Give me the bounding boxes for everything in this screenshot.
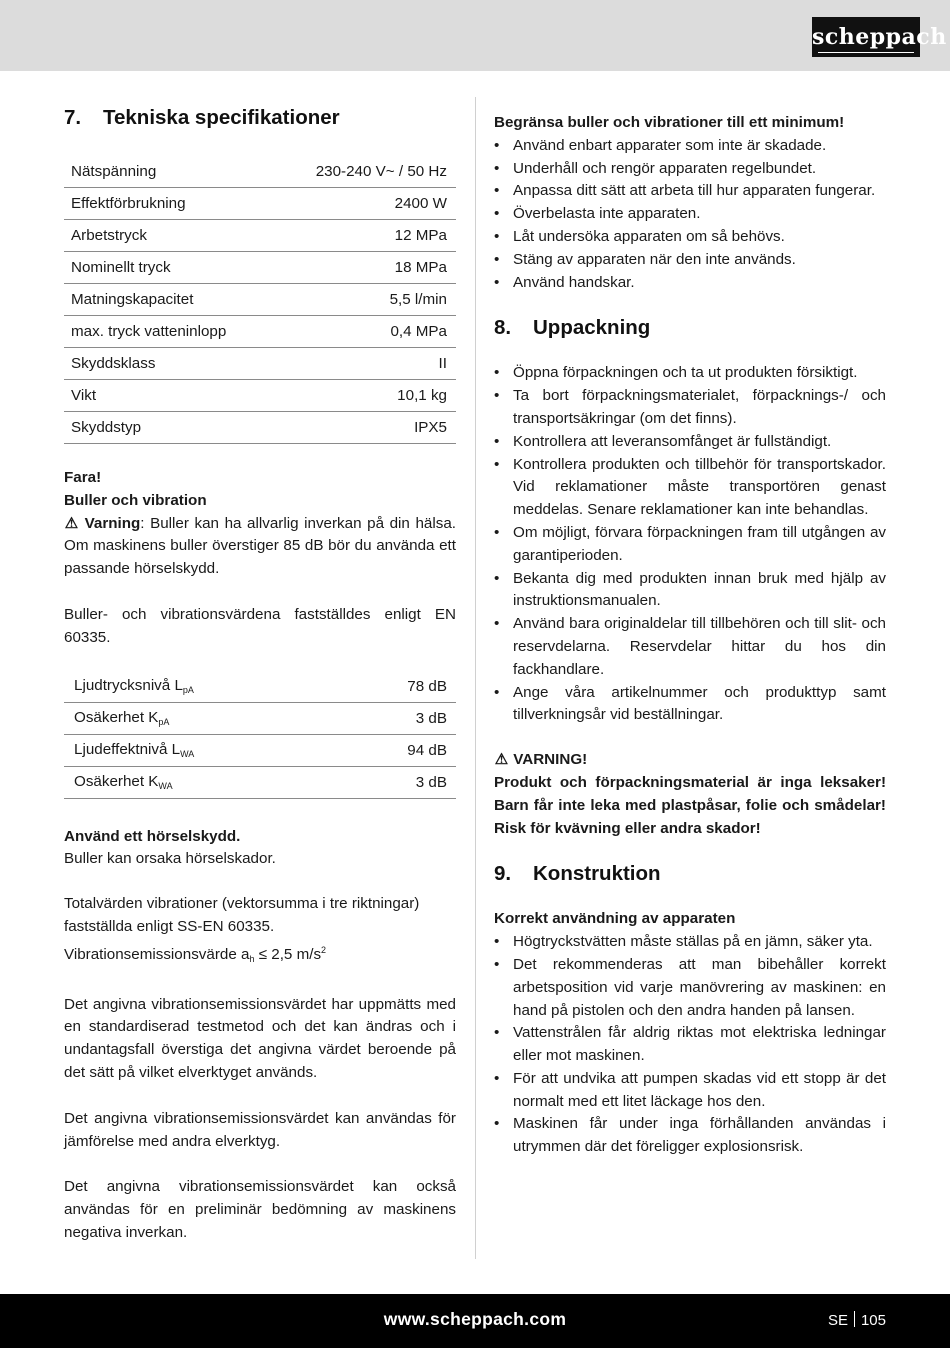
list-item: • Kontrollera att leveransomfånget är fullständigt. xyxy=(494,431,886,454)
list-item: • Det rekommenderas att man bibehåller korrekt arbetsposition vid varje manövrering av maskinen: en hand på pistolen och den andra handen på lansen. xyxy=(494,954,886,1022)
spec-value: IPX5 xyxy=(275,412,456,444)
list-item: • Stäng av apparaten när den inte används. xyxy=(494,249,886,272)
spec-label: Matningskapacitet xyxy=(64,284,275,316)
packaging-warning-title: ⚠ VARNING! xyxy=(494,749,886,772)
vibration-value: Vibrationsemissionsvärde $a_h \le 2,5$ $m/s^2$ xyxy=(64,944,327,964)
noise-warning: ⚠ Varning: Buller kan ha allvarlig inverkan på din hälsa. Om maskinens buller överstiger 85 dB bör du använda ett passande hörselskydd. xyxy=(64,514,456,578)
noise-heading: Buller och vibration xyxy=(64,491,207,509)
limit-list xyxy=(494,135,886,295)
limit-heading: Begränsa buller och vibrationer till ett minimum! xyxy=(494,114,845,131)
spec-label: Vikt xyxy=(64,380,275,412)
noise-label: Ljudeffektnivå $L_{WA}$ xyxy=(64,734,340,766)
spec-value: 2400 W xyxy=(275,188,456,220)
paragraph-1: Det angivna vibrationsemissionsvärdet har uppmätts med en standardiserad testmetod och det kan ändras och i undantagsfall överstiga det angivna värdet beroende på det sätt på vilket elverktyget används. xyxy=(64,995,456,1082)
spec-row xyxy=(64,380,456,412)
website-link[interactable]: www.scheppach.com xyxy=(383,1309,567,1329)
list-item: • Ange våra artikelnummer och produkttyp samt tillverkningsår vid beställningar. xyxy=(494,682,886,728)
spec-table xyxy=(64,156,456,444)
spec-row xyxy=(64,284,456,316)
footer-bar xyxy=(0,1294,950,1348)
list-item: • Högtryckstvätten måste ställas på en jämn, säker yta. xyxy=(494,931,886,954)
spec-value: 0,4 MPa xyxy=(275,316,456,348)
noise-row xyxy=(64,766,456,798)
spec-row xyxy=(64,412,456,444)
construction-list xyxy=(494,931,886,1159)
spec-row xyxy=(64,348,456,380)
spec-row xyxy=(64,252,456,284)
spec-value: 230-240 V~ / 50 Hz xyxy=(275,156,456,188)
correct-use-heading: Korrekt användning av apparaten xyxy=(494,910,736,928)
spec-label: Arbetstryck xyxy=(64,220,275,252)
list-item: • Öppna förpackningen och ta ut produkten försiktigt. xyxy=(494,362,886,385)
section-8-heading: 8. Uppackning xyxy=(494,316,651,340)
list-item: • För att undvika att pumpen skadas vid ett stopp är det normalt med ett litet läckage hos den. xyxy=(494,1068,886,1114)
measured-text: Buller- och vibrationsvärdena fastställdes enligt EN 60335. xyxy=(64,605,456,646)
list-item: • Bekanta dig med produkten innan bruk med hjälp av instruktionsmanualen. xyxy=(494,568,886,614)
list-item: • Ta bort förpackningsmaterialet, förpacknings-/ och transportsäkringar (om det finns). xyxy=(494,385,886,431)
spec-row xyxy=(64,188,456,220)
list-item: • Kontrollera produkten och tillbehör för transportskador. Vid reklamationer måste transportören genast meddelas. Senare reklamationer kan inte behandlas. xyxy=(494,454,886,522)
list-item: • Anpassa ditt sätt att arbeta till hur apparaten fungerar. xyxy=(494,180,886,203)
list-item: • Låt undersöka apparaten om så behövs. xyxy=(494,226,886,249)
spec-label: Skyddsklass xyxy=(64,348,275,380)
page-number: SE 105 xyxy=(827,1312,886,1329)
spec-row xyxy=(64,156,456,188)
ear-protection-text: Buller kan orsaka hörselskador. xyxy=(64,850,276,868)
unpack-list xyxy=(494,362,886,727)
list-item: • Om möjligt, förvara förpackningen fram till utgången av garantiperioden. xyxy=(494,522,886,568)
noise-value: 3 dB xyxy=(340,766,456,798)
left-column xyxy=(64,106,456,1245)
noise-row xyxy=(64,702,456,734)
noise-label: Osäkerhet $K_{WA}$ xyxy=(64,766,340,798)
noise-row xyxy=(64,671,456,703)
spec-label: Effektförbrukning xyxy=(64,188,275,220)
spec-label: max. tryck vatteninlopp xyxy=(64,316,275,348)
list-item: • Maskinen får under inga förhållanden användas i utrymmen där det föreligger explosionsrisk. xyxy=(494,1113,886,1159)
paragraph-2: Det angivna vibrationsemissionsvärdet kan användas för jämförelse med andra elverktyg. xyxy=(64,1109,456,1150)
spec-row xyxy=(64,220,456,252)
list-item: • Överbelasta inte apparaten. xyxy=(494,203,886,226)
list-item: • Använd handskar. xyxy=(494,272,886,295)
spec-value: 10,1 kg xyxy=(275,380,456,412)
section-7-heading: 7. Tekniska specifikationer xyxy=(64,106,340,129)
noise-value: 78 dB xyxy=(340,671,456,703)
paragraph-3: Det angivna vibrationsemissionsvärdet kan också användas för en preliminär bedömning av maskinens negativa inverkan. xyxy=(64,1178,456,1241)
column-divider xyxy=(475,97,476,1259)
danger-label: Fara! xyxy=(64,469,102,486)
spec-value: II xyxy=(275,348,456,380)
spec-label: Skyddstyp xyxy=(64,412,275,444)
warning-icon: ⚠ xyxy=(494,751,509,769)
scheppach-logo: scheppach xyxy=(812,17,920,57)
noise-label: Osäkerhet $K_{pA}$ xyxy=(64,702,340,734)
noise-label: Ljudtrycksnivå $L_{pA}$ xyxy=(64,671,340,703)
noise-value: 3 dB xyxy=(340,702,456,734)
noise-value: 94 dB xyxy=(340,734,456,766)
spec-row xyxy=(64,316,456,348)
vibration-total-text: Totalvärden vibrationer (vektorsumma i tre riktningar) fastställda enligt SS-EN 60335. xyxy=(64,895,420,935)
noise-row xyxy=(64,734,456,766)
warning-icon: ⚠ xyxy=(64,514,79,532)
noise-table xyxy=(64,671,456,799)
list-item: • Underhåll och rengör apparaten regelbundet. xyxy=(494,158,886,181)
header-bar xyxy=(0,0,950,71)
list-item: • Använd bara originaldelar till tillbehören och till slit- och reservdelarna. Reservdelar hittar du hos din fackhandlare. xyxy=(494,613,886,681)
spec-value: 12 MPa xyxy=(275,220,456,252)
spec-value: 5,5 l/min xyxy=(275,284,456,316)
spec-label: Nätspänning xyxy=(64,156,275,188)
list-item: • Vattenstrålen får aldrig riktas mot elektriska ledningar eller mot maskinen. xyxy=(494,1022,886,1068)
ear-protection-heading: Använd ett hörselskydd. xyxy=(64,827,241,845)
spec-label: Nominellt tryck xyxy=(64,252,275,284)
section-9-heading: 9. Konstruktion xyxy=(494,862,661,886)
packaging-warning-text: Produkt och förpackningsmaterial är inga leksaker! Barn får inte leka med plastpåsar, folie och smådelar! Risk för kvävning eller andra skador! xyxy=(494,773,886,837)
right-column xyxy=(494,112,886,1159)
list-item: • Använd enbart apparater som inte är skadade. xyxy=(494,135,886,158)
spec-value: 18 MPa xyxy=(275,252,456,284)
